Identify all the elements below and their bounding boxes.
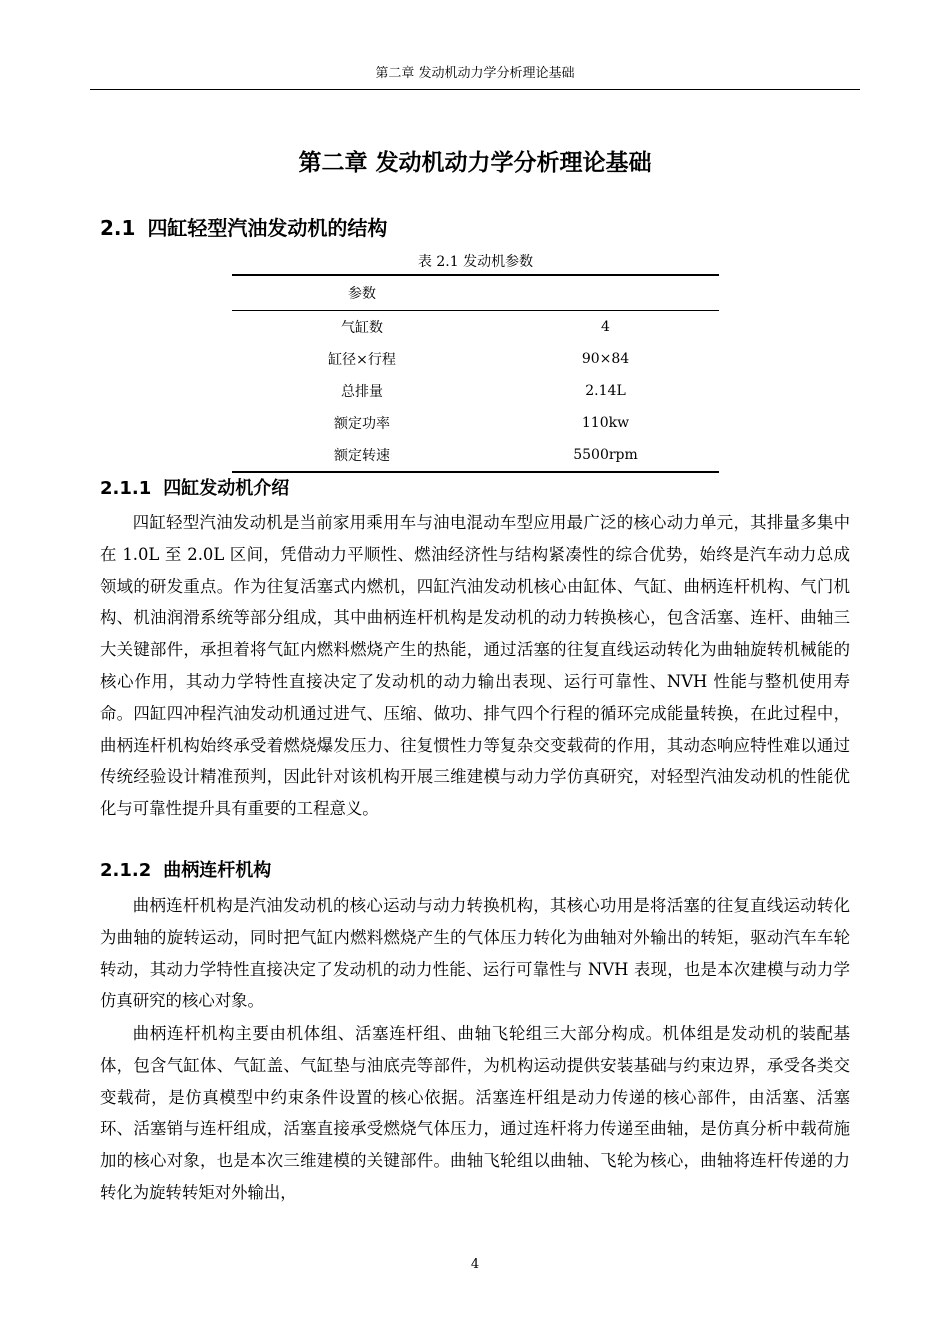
table-header-cell: [492, 275, 719, 311]
section-title: 四缸轻型汽油发动机的结构: [147, 216, 388, 240]
subsection-title: 曲柄连杆机构: [163, 860, 272, 881]
page-number: 4: [470, 1257, 480, 1272]
paragraph-crank-function: 曲柄连杆机构是汽油发动机的核心运动与动力转换机构，其核心功用是将活塞的往复直线运动转化为曲轴的旋转运动，同时把气缸内燃料燃烧产生的气体压力转化为曲轴对外输出的转矩，驱动汽车车轮转动，其动力学特性直接决定了发动机的动力性能、运行可靠性与 NVH 表现，也是本次建模与动力学仿真研究的核心对象。: [100, 896, 850, 1011]
table-cell-param: 额定功率: [334, 416, 390, 432]
table-cell-param: 气缸数: [341, 320, 383, 336]
table-cell-value: 90×84: [581, 351, 630, 367]
subsection-number: 2.1.2: [100, 860, 152, 881]
table-cell-value: 110kw: [581, 415, 630, 431]
table-cell-param: 缸径×行程: [328, 352, 396, 368]
section-number: 2.1: [100, 216, 136, 240]
table-header-row: [232, 275, 719, 311]
section-heading: [100, 213, 387, 243]
engine-parameter-table: [232, 274, 719, 473]
table-row: [232, 375, 719, 407]
table-row: [232, 311, 719, 344]
subsection-title: 四缸发动机介绍: [163, 478, 290, 499]
table-cell-value: 5500rpm: [492, 439, 719, 472]
table-cell-param: 总排量: [341, 384, 383, 400]
table-row: [232, 439, 719, 472]
chapter-title: 第二章 发动机动力学分析理论基础: [298, 150, 652, 176]
running-header: 第二章 发动机动力学分析理论基础: [375, 66, 575, 81]
table-row: [232, 407, 719, 439]
header-rule: [90, 89, 860, 90]
subsection-heading-engine-intro: [100, 475, 289, 503]
paragraph-crank-composition: 曲柄连杆机构主要由机体组、活塞连杆组、曲轴飞轮组三大部分构成。机体组是发动机的装配基体，包含气缸体、气缸盖、气缸垫与油底壳等部件，为机构运动提供安装基础与约束边界，承受各类交变载荷，是仿真模型中约束条件设置的核心依据。活塞连杆组是动力传递的核心部件，由活塞、活塞环、活塞销与连杆组成，活塞直接承受燃烧气体压力，通过连杆将力传递至曲轴，是仿真分析中载荷施加的核心对象，也是本次三维建模的关键部件。曲轴飞轮组以曲轴、飞轮为核心，曲轴将连杆传递的力转化为旋转转矩对外输出，: [100, 1024, 850, 1202]
table-cell-value: 4: [601, 319, 610, 335]
table-row: [232, 343, 719, 375]
table-cell-value: 2.14L: [585, 383, 626, 399]
table-header-cell: 参数: [232, 275, 492, 311]
subsection-number: 2.1.1: [100, 478, 152, 499]
table-caption: 表 2.1 发动机参数: [417, 254, 534, 270]
subsection-heading-crank-mechanism: [100, 857, 271, 885]
paragraph-engine-intro: 四缸轻型汽油发动机是当前家用乘用车与油电混动车型应用最广泛的核心动力单元，其排量多集中在 1.0L 至 2.0L 区间，凭借动力平顺性、燃油经济性与结构紧凑性的综合优势，始终是汽车动力总成领域的研发重点。作为往复活塞式内燃机，四缸汽油发动机核心由缸体、气缸、曲柄连杆机构、气门机构、机油润滑系统等部分组成，其中曲柄连杆机构是发动机的动力转换核心，包含活塞、连杆、曲轴三大关键部件，承担着将气缸内燃料燃烧产生的热能，通过活塞的往复直线运动转化为曲轴旋转机械能的核心作用，其动力学特性直接决定了发动机的动力输出表现、运行可靠性、NVH 性能与整机使用寿命。四缸四冲程汽油发动机通过进气、压缩、做功、排气四个行程的循环完成能量转换，在此过程中，曲柄连杆机构始终承受着燃烧爆发压力、往复惯性力等复杂交变载荷的作用，其动态响应特性难以通过传统经验设计精准预判，因此针对该机构开展三维建模与动力学仿真研究，对轻型汽油发动机的性能优化与可靠性提升具有重要的工程意义。: [100, 513, 850, 819]
table-cell-param: 额定转速: [232, 439, 492, 472]
